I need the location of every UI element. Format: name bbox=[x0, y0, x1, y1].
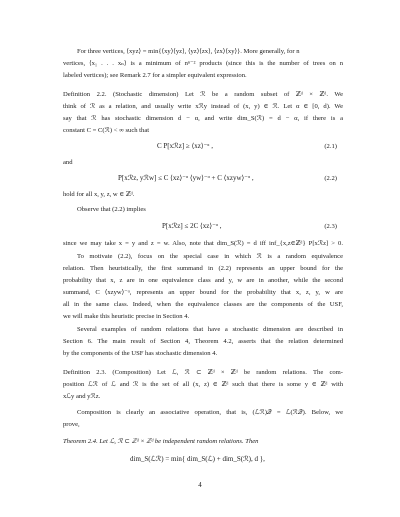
text-line: probability that x, z are in one equivalence class and y, w are in another, while the second bbox=[63, 277, 343, 284]
text-line: say that ℛ has stochastic dimension d − α, and write dim_S(ℛ) = d − α, if there is a bbox=[63, 115, 343, 122]
text-line: and bbox=[63, 159, 73, 166]
text-line: position ℒℛ of ℒ and ℛ is the set of all (x, z) ∈ ℤᵈ such that there is some y ∈ ℤᵈ with bbox=[63, 381, 343, 388]
text-line: For three vertices, ⟨xyz⟩ = min{⟨xy⟩⟨yz⟩, ⟨yz⟩⟨zx⟩, ⟨zx⟩⟨xy⟩}. More generally, for n bbox=[77, 48, 300, 55]
equation-2-1: C P[xℛz] ≥ ⟨xz⟩⁻ᵅ , bbox=[157, 142, 213, 150]
text-line: relation. Then heuristically, the first summand in (2.2) represents an upper bound for the bbox=[63, 265, 343, 272]
equation-2-3: P[xℛz] ≤ 2C ⟨xz⟩⁻ᵅ , bbox=[162, 222, 222, 230]
text-line: summand, C ⟨xzyw⟩⁻ᵅ, represents an upper bound for the probability that x, z, y, w are bbox=[63, 289, 343, 296]
equation-number: (2.2) bbox=[324, 175, 337, 182]
text-line: think of ℛ as a relation, and usually write xℛy instead of (x, y) ∈ ℛ. Let α ∈ [0, d). We bbox=[63, 103, 343, 110]
theorem-heading: Theorem 2.4. Let ℒ, ℛ ⊂ ℤᵈ × ℤᵈ be independent random relations. Then bbox=[63, 438, 259, 445]
text-line: Composition is clearly an associative operation, that is, (ℒℛ)𝒬 = ℒ(ℛ𝒬). Below, we bbox=[77, 409, 343, 416]
equation-2-2: P[xℛz, yℛw] ≤ C ⟨xz⟩⁻ᵅ ⟨yw⟩⁻ᵅ + C ⟨xzyw⟩⁻ᵅ , bbox=[118, 174, 254, 182]
definition-heading: Definition 2.2. (Stochastic dimension) Let ℛ be a random subset of ℤᵈ × ℤᵈ. We bbox=[63, 91, 343, 98]
text-line: we will make this heuristic precise in Section 4. bbox=[63, 313, 190, 320]
text-line: labeled vertices); see Remark 2.7 for a simpler equivalent expression. bbox=[63, 72, 247, 79]
text-line: Several examples of random relations that have a stochastic dimension are described in bbox=[77, 326, 343, 333]
definition-heading: Definition 2.3. (Composition) Let ℒ, ℛ ⊂ ℤᵈ × ℤᵈ be random relations. The com- bbox=[63, 369, 343, 376]
text-line: all in the same class. Indeed, when the equivalence classes are the components of the USF, bbox=[63, 301, 343, 308]
text-line: Observe that (2.2) implies bbox=[77, 206, 146, 213]
text-line: by the components of the USF has stochastic dimension 4. bbox=[63, 350, 218, 357]
text-line: vertices, ⟨x₁ . . . xₙ⟩ is a minimum of nⁿ⁻² products (since this is the number of trees on n bbox=[63, 60, 343, 67]
text-line: prove, bbox=[63, 421, 80, 428]
text-line: constant C = C(ℛ) < ∞ such that bbox=[63, 127, 150, 134]
page-number: 4 bbox=[198, 481, 202, 489]
text-line: since we may take x = y and z = w. Also, note that dim_S(ℛ) = d iff inf_{x,z∈ℤᵈ} P[xℛz] > 0. bbox=[63, 240, 343, 247]
text-line: To motivate (2.2), focus on the special case in which ℛ is a random equivalence bbox=[77, 253, 343, 260]
text-line: Section 6. The main result of Section 4, Theorem 4.2, asserts that the relation determined bbox=[63, 338, 343, 345]
equation-number: (2.3) bbox=[324, 223, 337, 230]
equation-number: (2.1) bbox=[324, 143, 337, 150]
text-line: xℒy and yℛz. bbox=[63, 393, 101, 400]
theorem-equation: dim_S(ℒℛ) = min{ dim_S(ℒ) + dim_S(ℛ), d }, bbox=[130, 455, 265, 463]
text-line: hold for all x, y, z, w ∈ ℤᵈ. bbox=[63, 191, 135, 198]
